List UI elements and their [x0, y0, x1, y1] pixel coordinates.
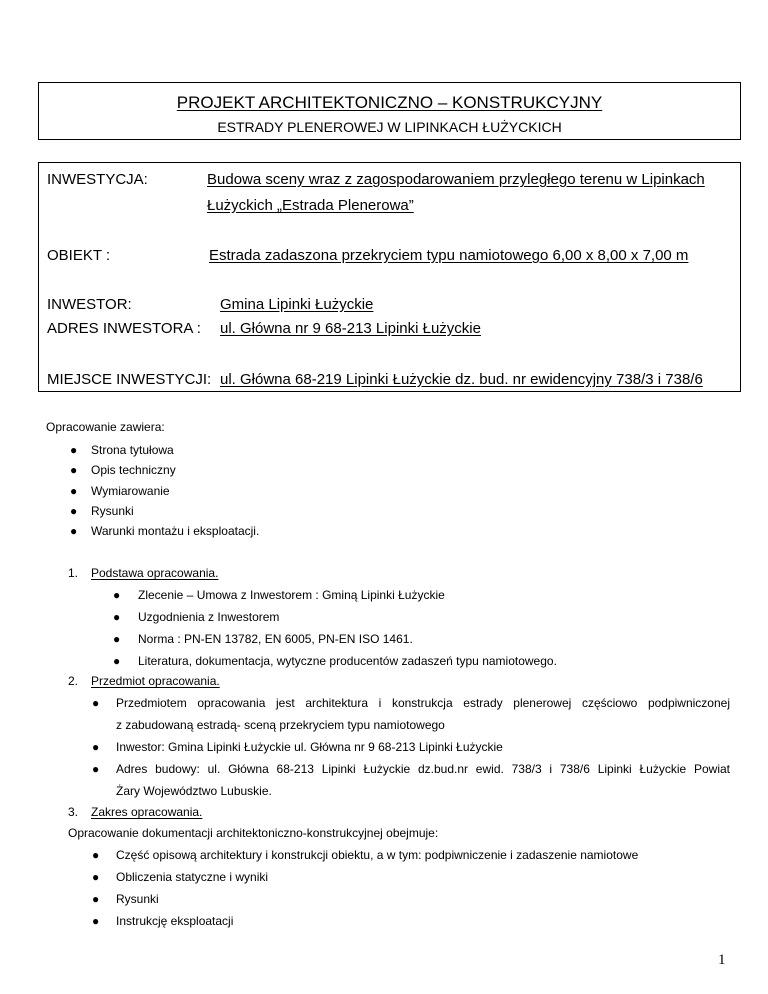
- section-3-item: Rysunki: [116, 892, 159, 906]
- bullet-icon: ●: [92, 914, 100, 928]
- section-2-item-3-line2: Żary Województwo Lubuskie.: [116, 784, 272, 798]
- bullet-icon: ●: [92, 740, 100, 754]
- section-2-item-2: Inwestor: Gmina Lipinki Łużyckie ul. Główna nr 9 68-213 Lipinki Łużyckie: [116, 740, 503, 754]
- contents-intro: Opracowanie zawiera:: [46, 420, 165, 434]
- bullet-icon: ●: [70, 524, 78, 538]
- section-3-item: Obliczenia statyczne i wyniki: [116, 870, 269, 884]
- bullet-icon: ●: [113, 588, 121, 602]
- obiekt-value: Estrada zadaszona przekryciem typu namiotowego 6,00 x 8,00 x 7,00 m: [209, 247, 689, 264]
- title-box: [38, 82, 741, 140]
- section-1-item: Literatura, dokumentacja, wytyczne producentów zadaszeń typu namiotowego.: [138, 654, 557, 668]
- section-3-item: Instrukcję eksploatacji: [116, 914, 234, 928]
- bullet-icon: ●: [113, 610, 121, 624]
- contents-item: Rysunki: [91, 504, 134, 518]
- section-1-title: Podstawa opracowania.: [91, 566, 219, 580]
- contents-item: Warunki montażu i eksploatacji.: [91, 524, 260, 538]
- contents-item: Opis techniczny: [91, 463, 176, 477]
- section-2-title: Przedmiot opracowania.: [91, 674, 220, 688]
- contents-item: Wymiarowanie: [91, 484, 170, 498]
- bullet-icon: ●: [92, 892, 100, 906]
- adres-value: ul. Główna nr 9 68-213 Lipinki Łużyckie: [220, 320, 481, 337]
- info-box: [38, 162, 741, 392]
- contents-item: Strona tytułowa: [91, 443, 174, 457]
- section-3-number: 3.: [68, 805, 79, 819]
- bullet-icon: ●: [113, 654, 121, 668]
- adres-label: ADRES INWESTORA :: [47, 320, 201, 337]
- section-2-item-1-line2: z zabudowaną estradą- sceną przekryciem typu namiotowego: [116, 718, 445, 732]
- obiekt-label: OBIEKT :: [47, 247, 111, 264]
- inwestycja-label: INWESTYCJA:: [47, 171, 148, 188]
- bullet-icon: ●: [70, 463, 78, 477]
- section-2-item-3-line1: Adres budowy: ul. Główna 68-213 Lipinki Łużyckie dz.bud.nr ewid. 738/3 i 738/6 Lipinki Łużyckie Powiat: [116, 762, 730, 776]
- miejsce-label: MIEJSCE INWESTYCJI:: [47, 371, 212, 388]
- section-1-item: Zlecenie – Umowa z Inwestorem : Gminą Lipinki Łużyckie: [138, 588, 445, 602]
- bullet-icon: ●: [113, 632, 121, 646]
- inwestycja-value-line2: Łużyckich „Estrada Plenerowa”: [207, 197, 414, 214]
- bullet-icon: ●: [70, 504, 78, 518]
- inwestor-value: Gmina Lipinki Łużyckie: [220, 296, 374, 313]
- document-title: PROJEKT ARCHITEKTONICZNO – KONSTRUKCYJNY: [176, 93, 603, 112]
- page-number: 1: [718, 952, 726, 968]
- document-subtitle: ESTRADY PLENEROWEJ W LIPINKACH ŁUŻYCKICH: [217, 119, 562, 135]
- section-1-item: Uzgodnienia z Inwestorem: [138, 610, 280, 624]
- miejsce-value: ul. Główna 68-219 Lipinki Łużyckie dz. bud. nr ewidencyjny 738/3 i 738/6: [220, 371, 703, 388]
- bullet-icon: ●: [70, 443, 78, 457]
- bullet-icon: ●: [92, 848, 100, 862]
- bullet-icon: ●: [92, 762, 100, 776]
- section-3-intro: Opracowanie dokumentacji architektoniczno-konstrukcyjnej obejmuje:: [68, 826, 439, 840]
- section-2-number: 2.: [68, 674, 79, 688]
- section-1-number: 1.: [68, 566, 79, 580]
- section-3-item: Część opisową architektury i konstrukcji obiektu, a w tym: podpiwniczenie i zadaszenie namiotowe: [116, 848, 639, 862]
- bullet-icon: ●: [70, 484, 78, 498]
- section-2-item-1-line1: Przedmiotem opracowania jest architektura i konstrukcja estrady plenerowej częściowo podpiwniczonej: [116, 696, 730, 710]
- section-3-title: Zakres opracowania.: [91, 805, 203, 819]
- inwestor-label: INWESTOR:: [47, 296, 132, 313]
- section-1-item: Norma : PN-EN 13782, EN 6005, PN-EN ISO 1461.: [138, 632, 413, 646]
- bullet-icon: ●: [92, 870, 100, 884]
- inwestycja-value-line1: Budowa sceny wraz z zagospodarowaniem przyległego terenu w Lipinkach: [207, 171, 705, 188]
- bullet-icon: ●: [92, 696, 100, 710]
